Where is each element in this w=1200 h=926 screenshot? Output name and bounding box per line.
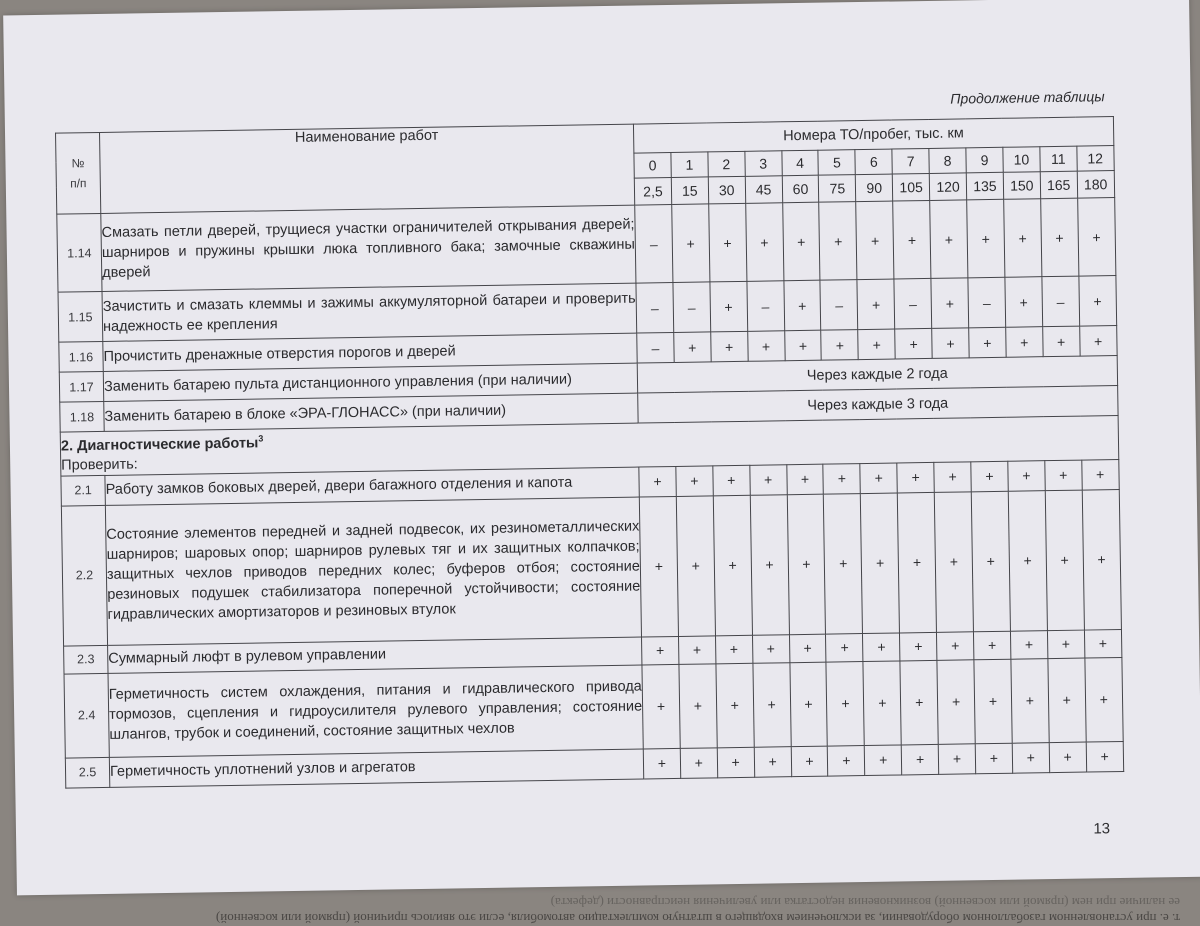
mark-required: + <box>971 491 1010 632</box>
mark-required: + <box>642 664 680 749</box>
mileage-cell: 15 <box>671 177 708 205</box>
footnote-line: т. е. при установленном газобаллонном оборудовании, за исключением входящего в штатную комплектацию автомобиля, если это явилось причиной (прямой или косвенной) <box>215 911 1180 926</box>
mark-required: + <box>1004 199 1042 278</box>
mark-required: + <box>750 495 789 636</box>
header-number <box>56 132 101 214</box>
to-number-cell: 3 <box>745 151 782 177</box>
mark-required: + <box>1040 198 1078 277</box>
mark-required: + <box>826 661 864 746</box>
mark-required: + <box>711 331 748 362</box>
mark-required: + <box>1012 742 1049 773</box>
row-number: 1.16 <box>59 341 103 372</box>
work-description: Смазать петли дверей, трущиеся участки ограничителей открывания дверей; шарниров и пружины крышки люка топливного бака; замочные скважины дверей <box>101 205 636 291</box>
mark-required: + <box>1082 489 1121 630</box>
mark-not-required: – <box>820 280 858 331</box>
row-number: 2.2 <box>61 505 107 646</box>
mark-required: + <box>1042 326 1079 357</box>
mark-not-required: – <box>894 278 932 329</box>
mark-required: + <box>752 635 789 664</box>
mark-required: + <box>898 492 937 633</box>
mark-required: + <box>932 328 969 359</box>
row-number: 2.4 <box>64 673 109 758</box>
mark-required: + <box>823 463 860 494</box>
mark-required: + <box>716 663 754 748</box>
mark-required: + <box>826 633 863 662</box>
mark-required: + <box>1011 658 1049 743</box>
mark-required: + <box>789 662 827 747</box>
mark-required: + <box>858 329 895 360</box>
mark-required: + <box>1081 459 1118 490</box>
row-number: 1.15 <box>58 291 103 342</box>
work-description: Герметичность систем охлаждения, питания и гидравлического привода тормозов, сцепления и гидроусилителя рулевого управления; состояние шлангов, трубок и соединений, состояние защитных чехлов <box>108 665 643 757</box>
mileage-cell: 165 <box>1040 171 1077 199</box>
mark-required: + <box>893 200 931 279</box>
mark-required: + <box>749 465 786 496</box>
mark-required: + <box>1006 327 1043 358</box>
mark-required: + <box>930 200 968 279</box>
work-description: Состояние элементов передней и задней подвесок, их резинометаллических шарниров; шаровых опор; шарниров рулевых тяг и их защитных колпачков; защитных чехлов приводов передних колес; буферов отбоя; состояние резиновых подушек стабилизатора поперечной устойчивости; состояние гидравлических амортизаторов и резиновых втулок <box>105 497 641 645</box>
to-number-cell: 0 <box>634 153 671 179</box>
table-continuation-caption: Продолжение таблицы <box>950 88 1105 107</box>
mark-required: + <box>708 203 746 282</box>
mark-required: + <box>900 660 938 745</box>
mark-required: + <box>828 745 865 776</box>
mileage-cell: 60 <box>782 175 819 203</box>
mark-required: + <box>1005 277 1043 328</box>
header-work-name: Наименование работ <box>100 124 635 213</box>
to-number-cell: 6 <box>855 149 892 175</box>
mark-required: + <box>1008 461 1045 492</box>
section-title: 2. Диагностические работы <box>60 435 259 455</box>
work-description: Герметичность уплотнений узлов и агрегатов <box>109 749 643 787</box>
mileage-cell: 120 <box>929 173 966 201</box>
mark-required: + <box>713 495 752 636</box>
mark-required: + <box>967 199 1005 278</box>
mark-required: + <box>1079 276 1117 327</box>
header-to-mileage: Номера ТО/пробег, тыс. км <box>633 117 1113 154</box>
mark-required: + <box>938 744 975 775</box>
mark-required: + <box>1008 491 1047 632</box>
mark-required: + <box>895 328 932 359</box>
mark-not-required: – <box>747 281 785 332</box>
mark-required: + <box>819 202 857 281</box>
mark-required: + <box>897 462 934 493</box>
mark-required: + <box>861 493 900 634</box>
mark-required: + <box>1047 630 1084 659</box>
mark-required: + <box>754 747 791 778</box>
mark-required: + <box>642 636 679 665</box>
mark-required: + <box>863 661 901 746</box>
mark-required: + <box>900 632 937 661</box>
mark-required: + <box>789 634 826 663</box>
mark-required: + <box>676 466 713 497</box>
mark-required: + <box>971 461 1008 492</box>
mark-required: + <box>715 635 752 664</box>
to-number-cell: 2 <box>708 151 745 177</box>
mark-required: + <box>639 466 676 497</box>
mark-required: + <box>860 463 897 494</box>
header-number-text: п/п <box>70 176 87 191</box>
work-description: Работу замков боковых дверей, двери багажного отделения и капота <box>105 467 639 505</box>
mileage-cell: 45 <box>745 176 782 204</box>
interval-text: Через каждые 3 года <box>638 386 1118 424</box>
mark-required: + <box>745 203 783 282</box>
mark-not-required: – <box>635 205 673 284</box>
mark-required: + <box>784 330 821 361</box>
mark-required: + <box>1045 490 1084 631</box>
mark-required: + <box>717 747 754 778</box>
to-number-cell: 5 <box>818 150 855 176</box>
mileage-cell: 30 <box>708 176 745 204</box>
to-number-cell: 1 <box>671 152 708 178</box>
row-number: 2.5 <box>65 757 109 788</box>
mark-required: + <box>863 633 900 662</box>
mark-required: + <box>782 202 820 281</box>
mark-required: + <box>973 631 1010 660</box>
mark-required: + <box>824 493 863 634</box>
mileage-cell: 75 <box>819 175 856 203</box>
mark-required: + <box>672 204 710 283</box>
mark-required: + <box>679 664 717 749</box>
mark-required: + <box>674 332 711 363</box>
mark-required: + <box>791 746 828 777</box>
mark-required: + <box>975 743 1012 774</box>
mileage-cell: 90 <box>856 174 893 202</box>
work-description: Прочистить дренажные отверстия порогов и дверей <box>103 333 637 371</box>
mark-required: + <box>1049 742 1086 773</box>
mark-required: + <box>856 201 894 280</box>
mileage-cell: 180 <box>1077 171 1114 199</box>
mark-required: + <box>1085 657 1123 742</box>
footnote-line: ее наличие при нем (прямой или косвенной) возникновения недостатка или увеличения неисправности (дефекта) <box>550 895 1180 910</box>
to-number-cell: 11 <box>1040 146 1077 172</box>
mark-required: + <box>1010 630 1047 659</box>
header-number-text: № <box>71 156 85 171</box>
mark-required: + <box>901 744 938 775</box>
mileage-cell: 150 <box>1003 172 1040 200</box>
mark-required: + <box>1077 198 1115 277</box>
row-number: 2.1 <box>61 475 105 506</box>
mark-required: + <box>787 494 826 635</box>
mark-required: + <box>713 465 750 496</box>
mark-required: + <box>783 280 821 331</box>
mark-required: + <box>639 496 678 637</box>
mark-required: + <box>969 327 1006 358</box>
mark-required: + <box>865 745 902 776</box>
work-description: Заменить батарею пульта дистанционного управления (при наличии) <box>103 363 637 401</box>
mark-not-required: – <box>636 282 674 333</box>
mileage-cell: 2,5 <box>634 178 671 206</box>
footnote-bleed-text <box>40 894 1180 926</box>
mark-not-required: – <box>637 332 674 363</box>
mark-not-required: – <box>1042 276 1080 327</box>
page-number: 13 <box>1093 820 1111 838</box>
mileage-cell: 135 <box>966 172 1003 200</box>
mark-required: + <box>937 632 974 661</box>
maintenance-table <box>55 116 1124 788</box>
mark-required: + <box>753 663 791 748</box>
mark-required: + <box>821 330 858 361</box>
footnote-ref: 3 <box>258 433 264 444</box>
row-number: 1.17 <box>59 371 103 402</box>
mark-required: + <box>1086 741 1123 772</box>
mark-required: + <box>857 279 895 330</box>
mark-required: + <box>710 281 748 332</box>
to-number-cell: 10 <box>1003 147 1040 173</box>
mark-required: + <box>931 278 969 329</box>
row-number: 1.18 <box>60 401 104 432</box>
mileage-cell: 105 <box>892 173 929 201</box>
mark-required: + <box>934 462 971 493</box>
section-subtitle: Проверить: <box>61 456 138 474</box>
to-number-cell: 8 <box>929 148 966 174</box>
mark-required: + <box>747 331 784 362</box>
manual-page <box>3 0 1200 895</box>
table-row <box>61 489 1121 646</box>
row-number: 2.3 <box>64 645 108 674</box>
row-number: 1.14 <box>57 213 102 292</box>
to-number-cell: 4 <box>781 150 818 176</box>
mark-required: + <box>1045 460 1082 491</box>
mark-required: + <box>678 636 715 665</box>
interval-text: Через каждые 2 года <box>637 356 1117 394</box>
mark-required: + <box>676 496 715 637</box>
mark-required: + <box>643 748 680 779</box>
to-number-cell: 7 <box>892 148 929 174</box>
work-description: Заменить батарею в блоке «ЭРА-ГЛОНАСС» (при наличии) <box>104 393 638 431</box>
work-description: Зачистить и смазать клеммы и зажимы аккумуляторной батареи и проверить надежность ее крепления <box>102 283 637 341</box>
mark-required: + <box>786 464 823 495</box>
to-number-cell: 9 <box>966 147 1003 173</box>
mark-not-required: – <box>968 277 1006 328</box>
mark-not-required: – <box>673 282 711 333</box>
mark-required: + <box>1048 658 1086 743</box>
mark-required: + <box>1084 629 1121 658</box>
to-number-cell: 12 <box>1077 146 1114 172</box>
work-description: Суммарный люфт в рулевом управлении <box>108 637 642 673</box>
mark-required: + <box>974 659 1012 744</box>
mark-required: + <box>1079 326 1116 357</box>
mark-required: + <box>934 492 973 633</box>
mark-required: + <box>680 748 717 779</box>
mark-required: + <box>937 660 975 745</box>
